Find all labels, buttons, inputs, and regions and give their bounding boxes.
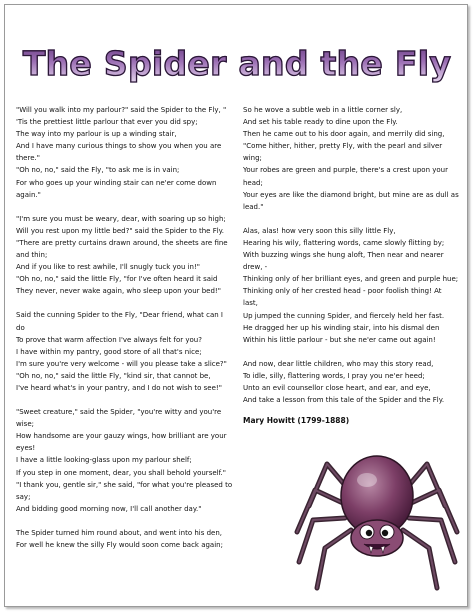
poem-left-column [16,104,231,551]
spider-illustration [287,428,467,598]
poem-line: drew, - [243,263,268,272]
poem-line: and thin; [16,251,48,260]
poem-line: 'Tis the prettiest little parlour that ever you did spy; [16,118,198,127]
poem-line: "Come hither, hither, pretty Fly, with the pearl and silver [243,142,443,151]
poem-line: "Oh no, no," said the little Fly, "kind sir, that cannot be, [16,371,211,380]
poem-line: And bidding good morning now, I'll call another day." [16,504,202,513]
poem-author: Mary Howitt (1799-1888) [243,416,350,425]
poem-line: Alas, alas! how very soon this silly little Fly, [243,226,396,235]
poem-line: "I'm sure you must be weary, dear, with soaring up so high; [16,214,226,223]
poem-line: "Sweet creature," said the Spider, "you're witty and you're [16,408,222,417]
poem-line: The Spider turned him round about, and went into his den, [16,528,223,537]
poem-line: Thinking only of her crested head - poor foolish thing! At [243,287,442,296]
poem-line: The way into my parlour is up a winding stair, [16,130,177,139]
poem-line: Thinking only of her brilliant eyes, and green and purple hue; [243,275,459,284]
poem-line: I have within my pantry, good store of all that's nice; [16,347,202,356]
stanza-break [243,346,455,358]
poem-line: "There are pretty curtains drawn around, the sheets are fine [16,238,228,247]
poem-line: "I thank you, gentle sir," she said, "for what you're pleased to [16,480,233,489]
poem-line: Hearing his wily, flattering words, came slowly flitting by; [243,238,445,247]
poem-line: "Oh no, no," said the little Fly, "for I've often heard it said [16,275,218,284]
poem-line: Then he came out to his door again, and merrily did sing, [243,130,445,139]
poem-line: Said the cunning Spider to the Fly, "Dear friend, what can I [16,311,223,320]
stanza-break [243,213,455,225]
poem-line: Your eyes are like the diamond bright, but mine are as dull as [243,190,459,199]
poem-line: last, [243,299,258,308]
poem-line: I'm sure you're very welcome - will you please take a slice?" [16,359,227,368]
poem-line: head; [243,178,263,187]
poem-line: Within his little parlour - but she ne'er came out again! [243,335,436,344]
poem-line: wise; [16,420,34,429]
poem-line: How handsome are your gauzy wings, how brilliant are your [16,432,227,441]
poem-line: For well he knew the silly Fly would soon come back again; [16,541,223,549]
poem-line: Up jumped the cunning Spider, and fiercely held her fast. [243,311,445,320]
poem-line: And I have many curious things to show you when you are [16,142,222,151]
poem-line: With buzzing wings she hung aloft, Then near and nearer [243,251,444,260]
poem-line: "Will you walk into my parlour?" said the Spider to the Fly, " [16,106,227,114]
poem-line: And take a lesson from this tale of the Spider and the Fly. [243,396,445,405]
poem-line: wing; [243,154,262,163]
poem-line: For who goes up your winding stair can ne'er come down [16,178,217,187]
stanza-break [16,297,231,309]
poem-line: And if you like to rest awhile, I'll snugly tuck you in!" [16,263,201,272]
poem-line: do [16,323,25,332]
poem-line: He dragged her up his winding stair, into his dismal den [243,323,440,332]
poem-line: say; [16,492,31,501]
poem-line: there." [16,154,40,163]
poem-line: eyes! [16,444,36,453]
poem-line: To idle, silly, flattering words, I pray you ne'er heed; [243,371,425,380]
poem-line: They never, never wake again, who sleep upon your bed!" [16,287,221,296]
poem-line: "Oh no, no," said the Fly, "to ask me is in vain; [16,166,180,175]
poem-line: To prove that warm affection I've always felt for you? [16,335,202,344]
stanza-break [16,394,231,406]
poem-line: And now, dear little children, who may this story read, [243,359,434,368]
poem-line: So he wove a subtle web in a little corner sly, [243,106,403,114]
poem-line: Your robes are green and purple, there's a crest upon your [243,166,448,175]
poem-line: And set his table ready to dine upon the Fly. [243,118,398,127]
poem-line: I have a little looking-glass upon my parlour shelf; [16,456,192,465]
poem-line: lead." [243,202,264,211]
poem-right-column [243,104,459,406]
poem-line: Will you rest upon my little bed?" said the Spider to the Fly. [16,226,225,235]
poem-line: again." [16,190,41,199]
stanza-break [16,201,231,213]
poem-line: I've heard what's in your pantry, and I do not wish to see!" [16,383,222,392]
poem-line: If you step in one moment, dear, you shall behold yourself." [16,468,226,477]
stanza-break [16,515,231,527]
poem-title: The Spider and the Fly [0,44,474,83]
poem-line: Unto an evil counsellor close heart, and ear, and eye, [243,383,431,392]
